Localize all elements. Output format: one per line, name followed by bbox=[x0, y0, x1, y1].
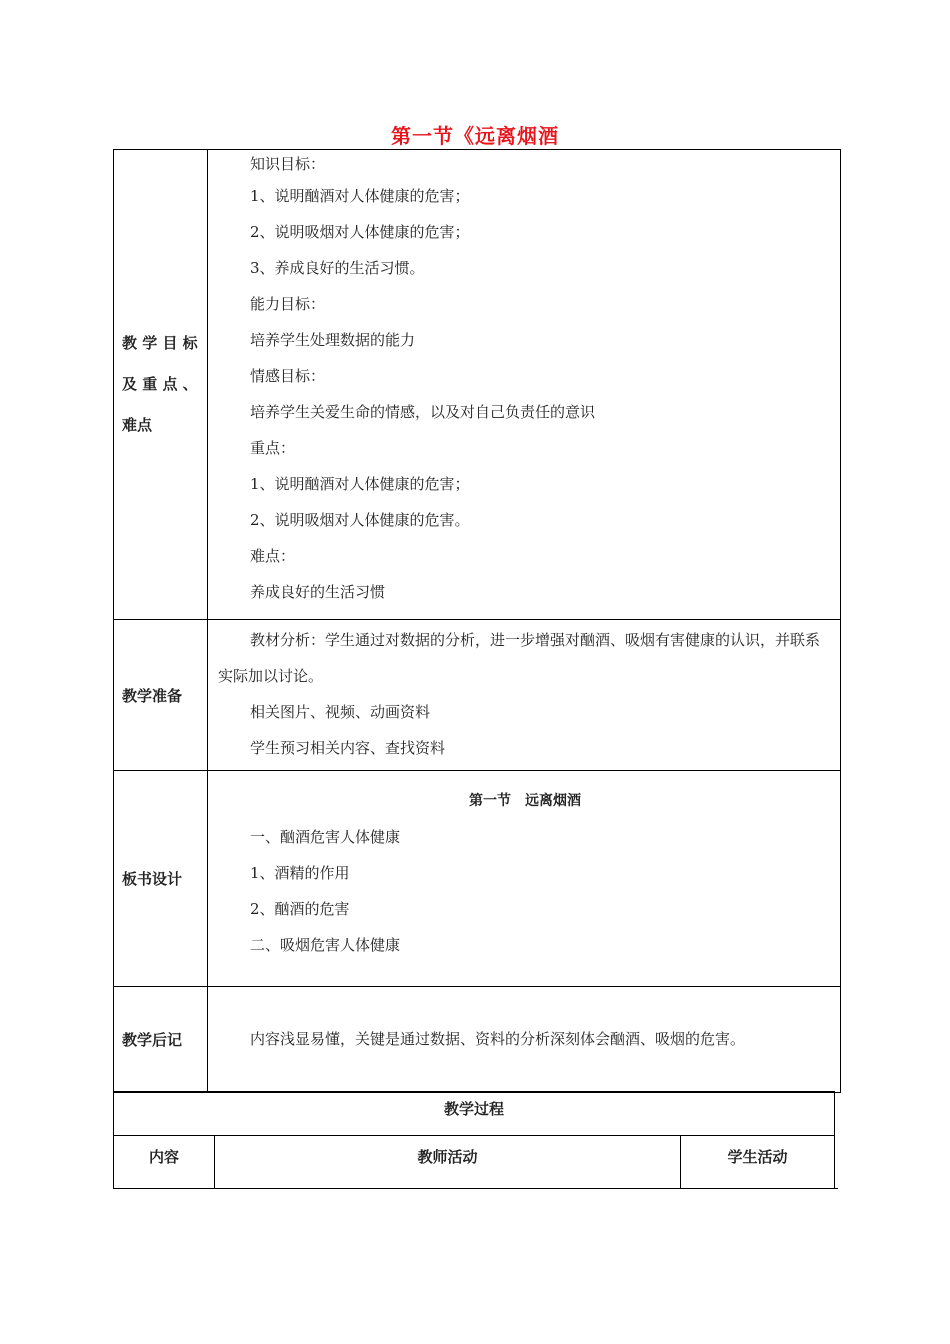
board-label: 板书设计 bbox=[114, 771, 208, 987]
process-columns-row bbox=[114, 1136, 835, 1189]
objective-line: 2、说明吸烟对人体健康的危害； bbox=[250, 223, 470, 241]
preparation-label: 教学准备 bbox=[114, 620, 208, 771]
column-header-teacher: 教师活动 bbox=[215, 1136, 681, 1189]
objective-line: 3、养成良好的生活习惯。 bbox=[250, 259, 425, 277]
objective-line: 培养学生关爱生命的情感，以及对自己负责任的意识 bbox=[250, 403, 596, 421]
process-table bbox=[113, 1091, 835, 1189]
column-header-content: 内容 bbox=[114, 1136, 215, 1189]
objectives-row bbox=[114, 150, 841, 620]
reflection-label: 教学后记 bbox=[114, 987, 208, 1093]
preparation-line: 相关图片、视频、动画资料 bbox=[250, 703, 431, 721]
process-heading: 教学过程 bbox=[114, 1092, 835, 1136]
preparation-paragraph: 教材分析：学生通过对数据的分析，进一步增强对酗酒、吸烟有害健康的认识，并联系实际加以讨论。 bbox=[218, 631, 821, 685]
objective-line: 1、说明酗酒对人体健康的危害； bbox=[250, 187, 470, 205]
objectives-label bbox=[114, 150, 208, 620]
objective-line: 1、说明酗酒对人体健康的危害； bbox=[250, 475, 470, 493]
objective-line: 情感目标： bbox=[250, 367, 326, 385]
preparation-line: 学生预习相关内容、查找资料 bbox=[250, 739, 446, 757]
objective-line: 2、说明吸烟对人体健康的危害。 bbox=[250, 511, 470, 529]
objectives-label-line: 教 学 目 标 bbox=[122, 334, 198, 352]
objective-line: 知识目标： bbox=[250, 155, 326, 173]
column-header-student: 学生活动 bbox=[681, 1136, 835, 1189]
table-edge-mark bbox=[832, 1188, 838, 1189]
objective-line: 重点： bbox=[250, 439, 296, 457]
board-heading: 第一节 远离烟酒 bbox=[469, 793, 581, 809]
preparation-row bbox=[114, 620, 841, 771]
page-title: 第一节《远离烟酒 bbox=[391, 124, 559, 148]
board-row bbox=[114, 771, 841, 987]
objective-line: 养成良好的生活习惯 bbox=[250, 583, 386, 601]
reflection-row bbox=[114, 987, 841, 1093]
board-content bbox=[208, 771, 841, 987]
objective-line: 能力目标： bbox=[250, 295, 326, 313]
objectives-content bbox=[208, 150, 841, 620]
board-line: 2、酗酒的危害 bbox=[250, 900, 350, 918]
board-line: 二、吸烟危害人体健康 bbox=[250, 936, 401, 954]
reflection-text: 内容浅显易懂，关键是通过数据、资料的分析深刻体会酗酒、吸烟的危害。 bbox=[250, 1029, 746, 1048]
objectives-label-line: 难点 bbox=[122, 416, 153, 434]
objectives-label-line: 及 重 点 、 bbox=[122, 375, 198, 393]
board-line: 一、酗酒危害人体健康 bbox=[250, 828, 401, 846]
objective-line: 难点： bbox=[250, 547, 296, 565]
preparation-content bbox=[208, 620, 841, 771]
process-heading-row bbox=[114, 1092, 835, 1136]
lesson-plan-table bbox=[113, 149, 841, 1093]
board-line: 1、酒精的作用 bbox=[250, 864, 350, 882]
objective-line: 培养学生处理数据的能力 bbox=[250, 331, 416, 349]
reflection-content bbox=[208, 987, 841, 1093]
